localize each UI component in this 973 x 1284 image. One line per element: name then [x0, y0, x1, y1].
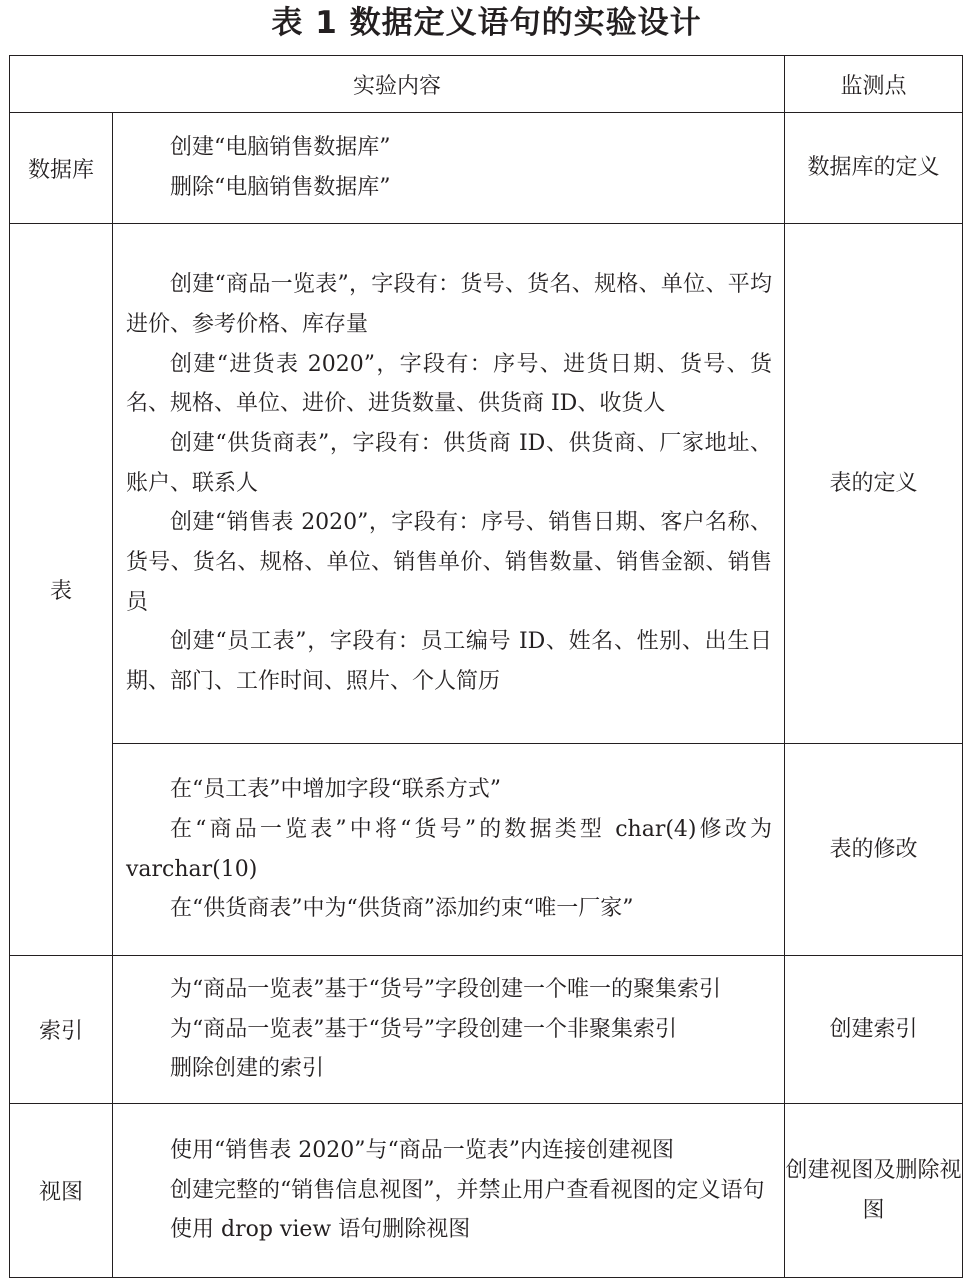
content-line: 在“商品一览表”中将“货号”的数据类型 char(4)修改为 varchar(10)	[126, 816, 773, 882]
category-index: 索引	[10, 956, 113, 1104]
table-header-row	[10, 56, 963, 113]
content-line: 创建“电脑销售数据库”	[170, 135, 391, 161]
table-row-view	[10, 1104, 963, 1278]
content-database	[113, 113, 785, 224]
category-table: 表	[10, 224, 113, 956]
content-line: 创建“进货表 2020”，字段有：序号、进货日期、货号、货名、规格、单位、进价、进货数量、供货商 ID、收货人	[126, 351, 773, 417]
table-row-database	[10, 113, 963, 224]
table-title: 表 1 数据定义语句的实验设计	[271, 5, 702, 41]
content-line: 删除“电脑销售数据库”	[170, 175, 391, 200]
category-view: 视图	[10, 1104, 113, 1278]
monitor-index: 创建索引	[785, 956, 963, 1104]
header-content: 实验内容	[10, 56, 785, 113]
header-monitor: 监测点	[785, 56, 963, 113]
content-table-modification	[113, 744, 785, 956]
content-line: 创建“供货商表”，字段有：供货商 ID、供货商、厂家地址、账户、联系人	[126, 430, 773, 496]
monitor-table-modification: 表的修改	[785, 744, 963, 956]
content-line: 为“商品一览表”基于“货号”字段创建一个非聚集索引	[170, 1016, 677, 1042]
content-line: 为“商品一览表”基于“货号”字段创建一个唯一的聚集索引	[170, 976, 721, 1002]
table-row-table-definition	[10, 224, 963, 744]
content-line: 删除创建的索引	[170, 1056, 325, 1082]
content-line: 创建“销售表 2020”，字段有：序号、销售日期、客户名称、货号、货名、规格、单位、销售单价、销售数量、销售金额、销售员	[126, 510, 773, 615]
content-line: 使用“销售表 2020”与“商品一览表”内连接创建视图	[170, 1137, 674, 1163]
experiment-design-table	[9, 55, 963, 1278]
content-line: 在“员工表”中增加字段“联系方式”	[170, 777, 501, 803]
content-view	[113, 1104, 785, 1278]
table-row-table-modification	[10, 744, 963, 956]
content-line: 在“供货商表”中为“供货商”添加约束“唯一厂家”	[170, 896, 634, 922]
content-line: 创建完整的“销售信息视图”，并禁止用户查看视图的定义语句	[170, 1177, 765, 1203]
table-row-index	[10, 956, 963, 1104]
monitor-database: 数据库的定义	[785, 113, 963, 224]
content-line: 创建“商品一览表”，字段有：货号、货名、规格、单位、平均进价、参考价格、库存量	[126, 272, 773, 337]
content-line: 使用 drop view 语句删除视图	[170, 1217, 471, 1243]
content-index	[113, 956, 785, 1104]
content-table-definition	[113, 224, 785, 744]
content-line: 创建“员工表”，字段有：员工编号 ID、姓名、性别、出生日期、部门、工作时间、照片、个人简历	[126, 629, 773, 695]
category-database: 数据库	[10, 113, 113, 224]
monitor-table-definition: 表的定义	[785, 224, 963, 744]
monitor-view: 创建视图及删除视图	[785, 1104, 963, 1278]
